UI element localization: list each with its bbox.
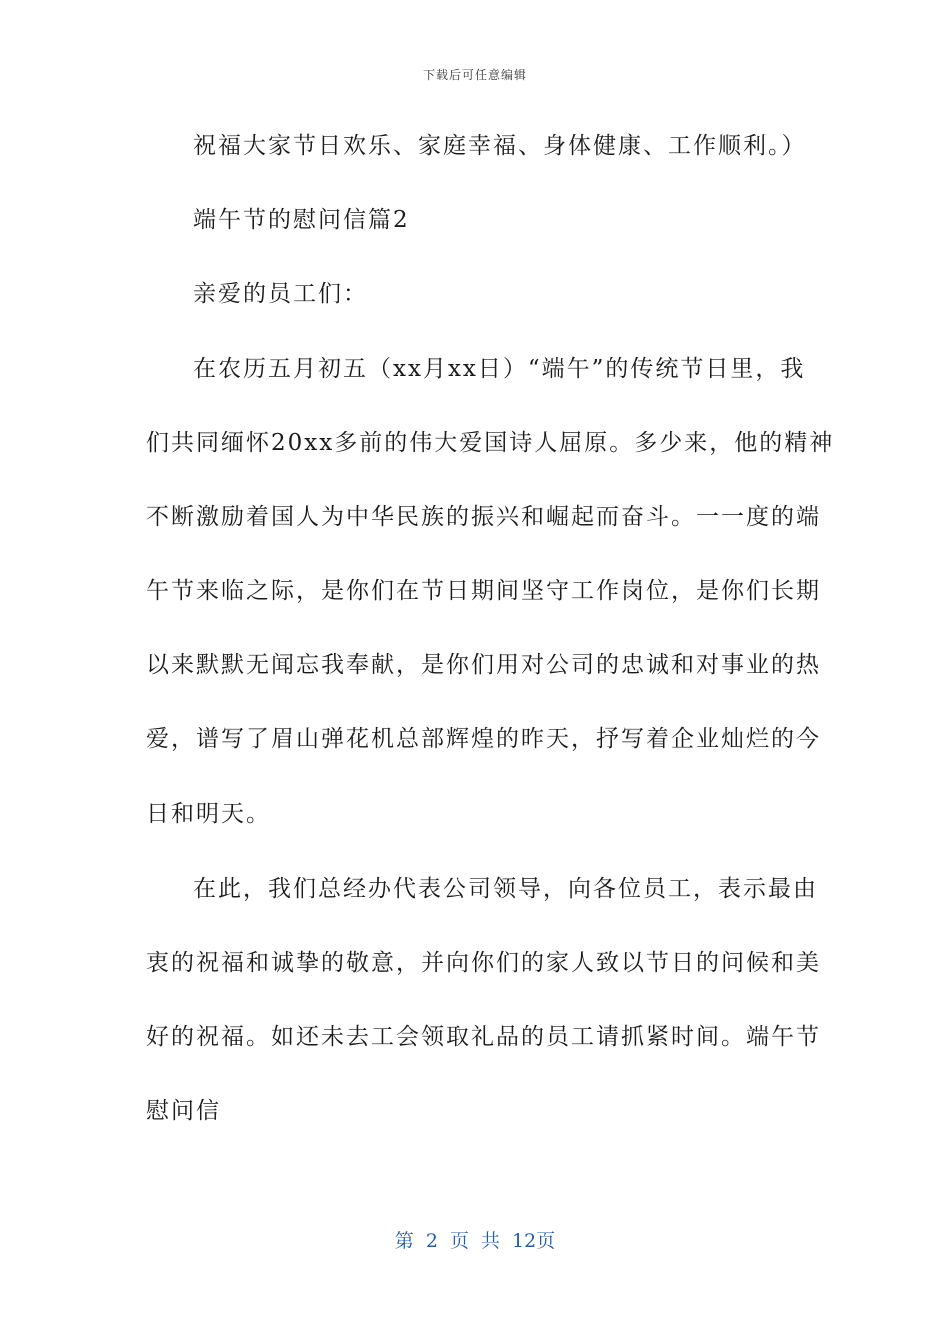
paragraph-line: 衷的祝福和诚挚的敬意，并向你们的家人致以节日的问候和美 [146, 950, 821, 976]
paragraph-line: 日和明天。 [146, 801, 271, 827]
paragraph-line: 午节来临之际，是你们在节日期间坚守工作岗位，是你们长期 [146, 578, 821, 604]
header-note: 下载后可任意编辑 [422, 68, 527, 82]
paragraph-line: 不断激励着国人为中华民族的振兴和崛起而奋斗。一一度的端 [146, 504, 821, 530]
paragraph-line: 在农历五月初五（xx月xx日）“端午”的传统节日里，我 [193, 356, 806, 382]
paragraph-line: 好的祝福。如还未去工会领取礼品的员工请抓紧时间。端午节 [146, 1024, 821, 1050]
paragraph-line: 祝福大家节日欢乐、家庭幸福、身体健康、工作顺利。） [193, 133, 807, 159]
paragraph-line: 们共同缅怀20xx多前的伟大爱国诗人屈原。多少来，他的精神 [146, 430, 835, 456]
salutation: 亲爱的员工们： [193, 281, 368, 307]
paragraph-line: 慰问信 [146, 1098, 221, 1124]
paragraph-line: 在此，我们总经办代表公司领导，向各位员工，表示最由 [193, 876, 818, 902]
paragraph-line: 以来默默无闻忘我奉献，是你们用对公司的忠诚和对事业的热 [146, 652, 821, 678]
page-number: 第 2 页 共 12页 [394, 1230, 556, 1252]
section-title: 端午节的慰问信篇2 [193, 207, 410, 233]
paragraph-line: 爱，谱写了眉山弹花机总部辉煌的昨天，抒写着企业灿烂的今 [146, 726, 821, 752]
